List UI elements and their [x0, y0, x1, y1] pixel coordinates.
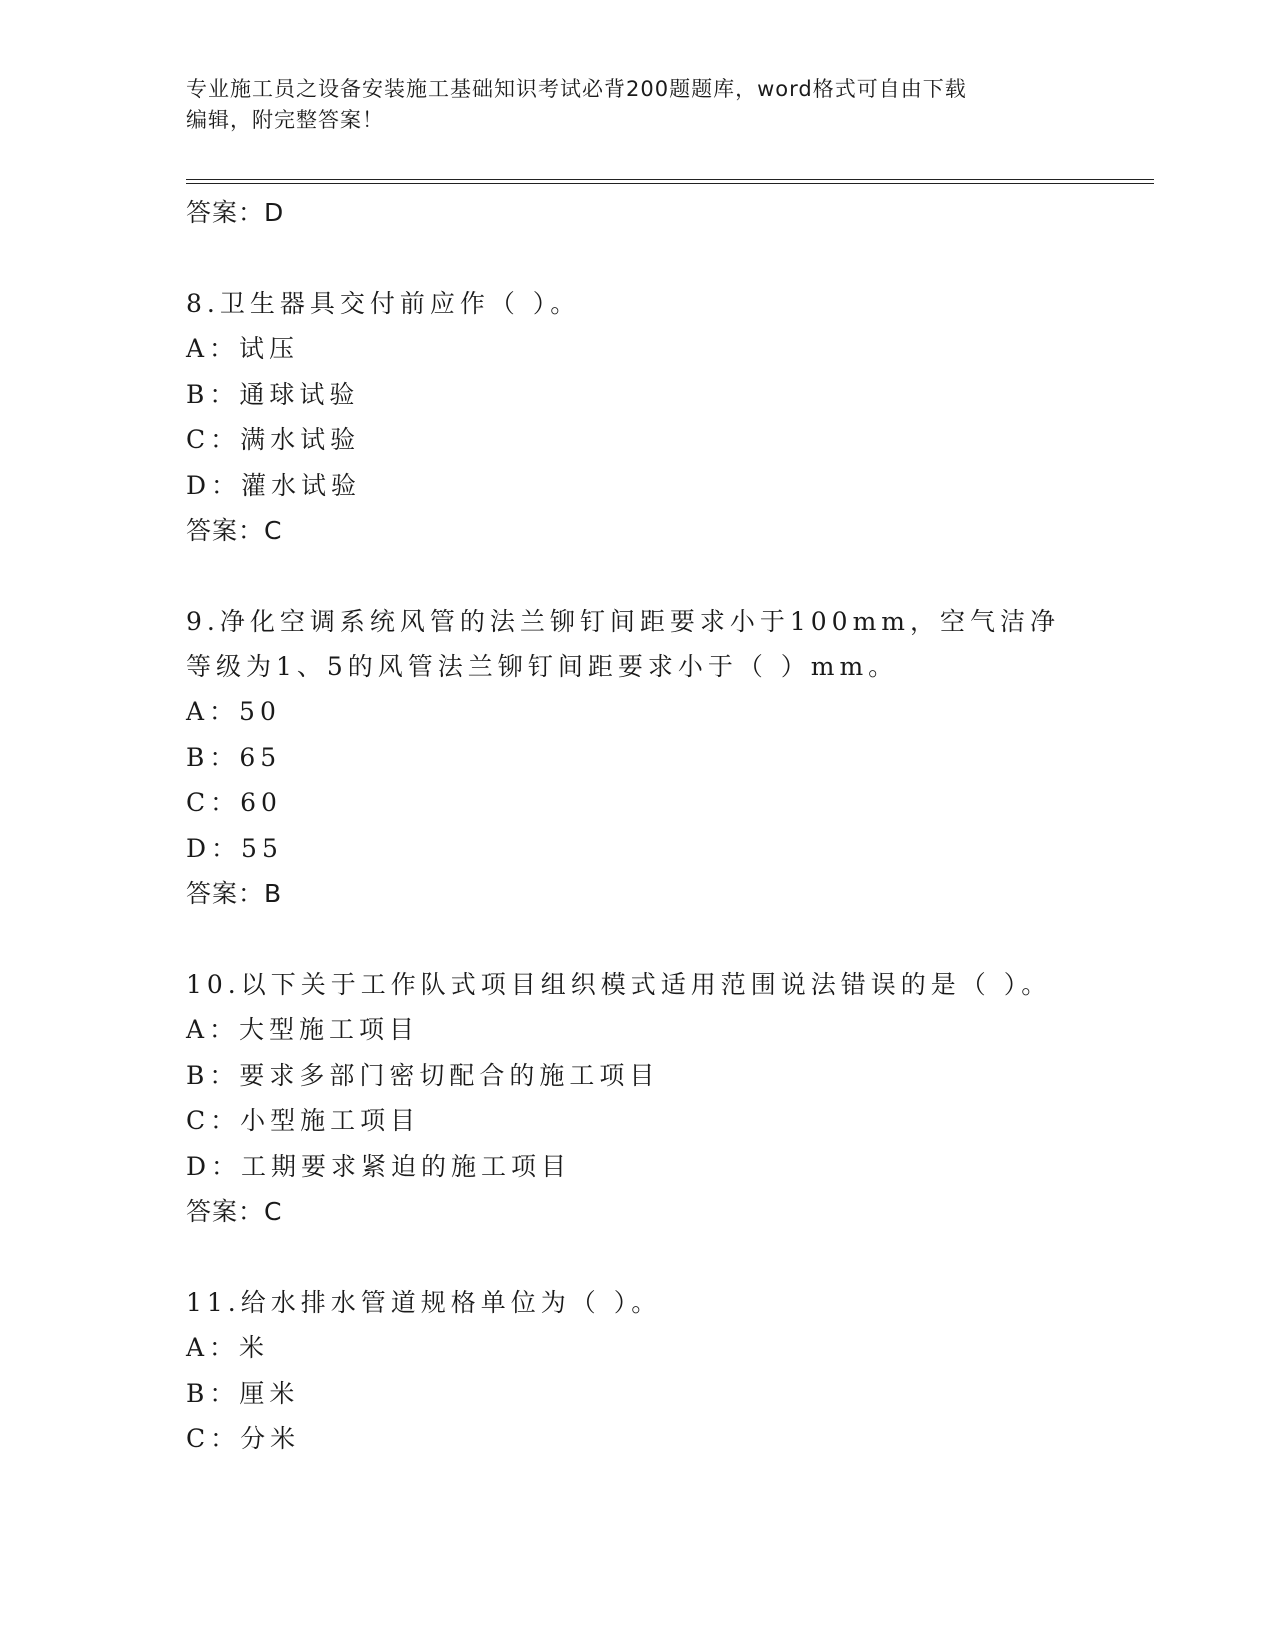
- option-c: C：满水试验: [186, 425, 361, 454]
- question-11: [186, 1280, 1086, 1462]
- option-d: D：工期要求紧迫的施工项目: [186, 1151, 572, 1181]
- option-a: A：试压: [186, 334, 300, 363]
- option-c: C：60: [186, 788, 282, 817]
- option-b: B：厘米: [186, 1378, 300, 1408]
- question-stem: 8.卫生器具交付前应作（ ）。: [186, 289, 581, 318]
- answer-line: 答案：B: [186, 879, 283, 908]
- option-b: B：通球试验: [186, 379, 360, 409]
- option-c: C：分米: [186, 1424, 301, 1453]
- question-list: [186, 190, 1086, 1462]
- header-divider-top: [186, 179, 1154, 180]
- header-divider-bottom: [186, 183, 1154, 184]
- header-line-2: 编辑，附完整答案！: [186, 108, 384, 132]
- question-9: [186, 599, 1086, 916]
- option-a: A：米: [186, 1333, 270, 1362]
- previous-answer: 答案：D: [186, 198, 285, 227]
- option-a: A：50: [186, 697, 281, 726]
- header-line-1: 专业施工员之设备安装施工基础知识考试必背200题题库，word格式可自由下载: [186, 77, 967, 101]
- option-a: A：大型施工项目: [186, 1015, 420, 1044]
- question-8: [186, 281, 1086, 553]
- question-stem: 10.以下关于工作队式项目组织模式适用范围说法错误的是（ ）。: [186, 970, 1052, 999]
- option-b: B：65: [186, 742, 282, 772]
- document-header: [186, 74, 1066, 136]
- question-stem: 9.净化空调系统风管的法兰铆钉间距要求小于100mm，空气洁净等级为1、5的风管法兰铆钉间距要求小于（ ）mm。: [186, 607, 1060, 681]
- answer-line: 答案：C: [186, 516, 283, 545]
- option-b: B：要求多部门密切配合的施工项目: [186, 1060, 660, 1090]
- option-d: D：灌水试验: [186, 470, 362, 500]
- option-d: D：55: [186, 833, 283, 863]
- question-10: [186, 962, 1086, 1234]
- question-stem: 11.给水排水管道规格单位为（ ）。: [186, 1288, 662, 1317]
- option-c: C：小型施工项目: [186, 1106, 421, 1135]
- answer-line: 答案：C: [186, 1197, 283, 1226]
